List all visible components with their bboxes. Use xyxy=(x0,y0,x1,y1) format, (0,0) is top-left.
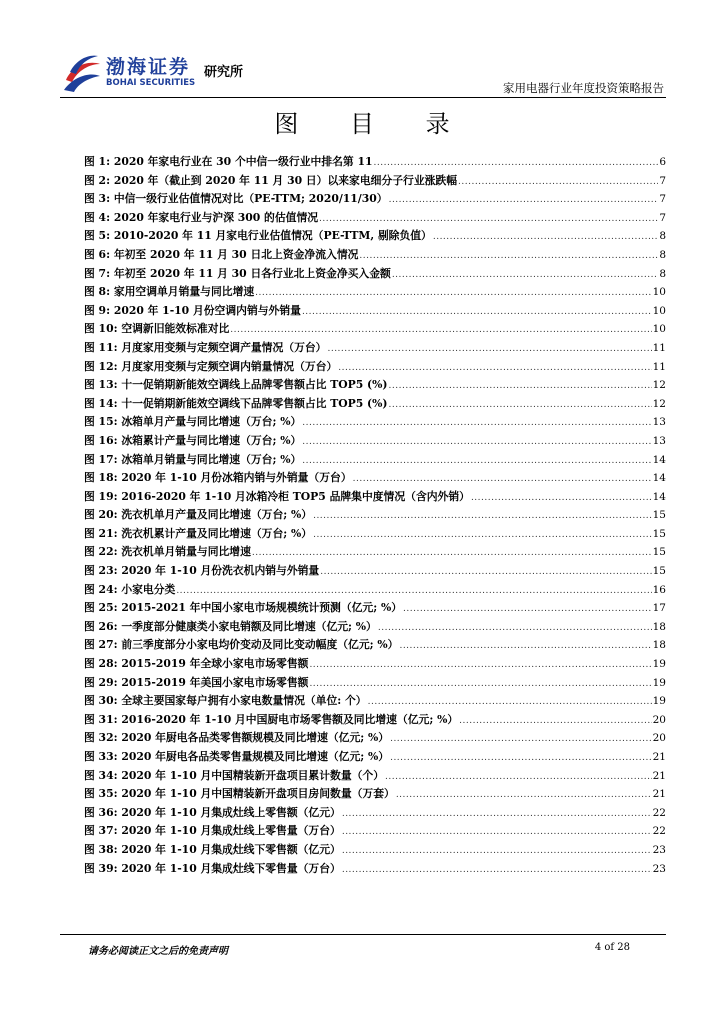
toc-dot-leader xyxy=(390,750,652,763)
page-number: 4 of 28 xyxy=(594,942,630,953)
toc-entry[interactable] xyxy=(84,842,666,861)
toc-dot-leader xyxy=(471,490,652,503)
toc-entry[interactable] xyxy=(84,600,666,619)
toc-entry-page: 10 xyxy=(652,286,666,299)
toc-dot-leader xyxy=(459,713,651,726)
toc-dot-leader xyxy=(309,657,651,670)
toc-entry-page: 16 xyxy=(652,583,666,596)
toc-entry-page: 17 xyxy=(652,602,666,615)
toc-entry-page: 21 xyxy=(652,788,666,801)
toc-entry[interactable] xyxy=(84,396,666,415)
toc-entry-label: 图 38: 2020 年 1-10 月集成灶线下零售额（亿元） xyxy=(84,842,341,856)
toc-entry[interactable] xyxy=(84,675,666,694)
toc-entry[interactable] xyxy=(84,359,666,378)
toc-entry[interactable] xyxy=(84,284,666,303)
logo-english-name: BOHAI SECURITIES xyxy=(106,78,196,88)
toc-entry-label: 图 8: 家用空调单月销量与同比增速 xyxy=(84,285,255,299)
toc-entry[interactable] xyxy=(84,228,666,247)
toc-entry-page: 12 xyxy=(652,379,666,392)
footer-divider xyxy=(60,934,666,935)
toc-entry-page: 21 xyxy=(652,751,666,763)
toc-entry[interactable] xyxy=(84,247,666,266)
toc-dot-leader xyxy=(458,174,658,187)
toc-entry-label: 图 26: 一季度部分健康类小家电销额及同比增速（亿元; %） xyxy=(84,619,377,633)
toc-dot-leader xyxy=(389,378,652,391)
toc-entry[interactable] xyxy=(84,154,666,173)
toc-entry-page: 18 xyxy=(652,620,666,633)
toc-entry[interactable] xyxy=(84,805,666,824)
toc-dot-leader xyxy=(359,248,658,261)
toc-dot-leader xyxy=(342,862,652,875)
toc-entry-label: 图 35: 2020 年 1-10 月中国精装新开盘项目房间数量（万套） xyxy=(84,787,395,801)
toc-entry-page: 11 xyxy=(652,341,666,354)
figure-table-of-contents xyxy=(84,154,666,879)
toc-entry-label: 图 19: 2016-2020 年 1-10 月冰箱冷柜 TOP5 品牌集中度情况（含内外销） xyxy=(84,489,470,503)
toc-dot-leader xyxy=(396,787,652,800)
toc-dot-leader xyxy=(389,397,652,410)
toc-dot-leader xyxy=(338,360,651,373)
toc-dot-leader xyxy=(302,434,651,447)
toc-entry-label: 图 25: 2015-2021 年中国小家电市场规模统计预测（亿元; %） xyxy=(84,601,403,615)
toc-dot-leader xyxy=(309,676,651,689)
toc-entry[interactable] xyxy=(84,861,666,880)
toc-entry[interactable] xyxy=(84,470,666,489)
toc-entry-label: 图 1: 2020 年家电行业在 30 个中信一级行业中排名第 11 xyxy=(84,155,373,168)
toc-entry-page: 19 xyxy=(652,676,666,689)
toc-heading: 图 目 录 xyxy=(274,110,472,138)
toc-entry-label: 图 7: 年初至 2020 年 11 月 30 日各行业北上资金净买入金额 xyxy=(84,266,391,280)
toc-entry-label: 图 15: 冰箱单月产量与同比增速（万台; %） xyxy=(84,415,302,429)
toc-entry[interactable] xyxy=(84,452,666,471)
toc-dot-leader xyxy=(342,824,652,837)
logo-chinese-name: 渤海证券 xyxy=(106,56,191,78)
report-title: 家用电器行业年度投资策略报告 xyxy=(503,81,664,95)
toc-entry[interactable] xyxy=(84,786,666,805)
toc-entry-label: 图 6: 年初至 2020 年 11 月 30 日北上资金净流入情况 xyxy=(84,247,359,261)
toc-entry-page: 7 xyxy=(659,174,666,187)
toc-entry[interactable] xyxy=(84,321,666,340)
toc-entry-page: 20 xyxy=(652,713,666,726)
toc-entry[interactable] xyxy=(84,340,666,359)
toc-entry-page: 11 xyxy=(652,360,666,373)
toc-entry-label: 图 37: 2020 年 1-10 月集成灶线上零售量（万台） xyxy=(84,824,341,838)
toc-dot-leader xyxy=(385,769,652,782)
toc-entry-page: 20 xyxy=(652,732,666,745)
toc-entry-label: 图 22: 洗衣机单月销量与同比增速 xyxy=(84,545,251,559)
toc-entry-label: 图 34: 2020 年 1-10 月中国精装新开盘项目累计数量（个） xyxy=(84,768,385,782)
toc-entry[interactable] xyxy=(84,414,666,433)
toc-entry[interactable] xyxy=(84,768,666,787)
toc-entry-page: 7 xyxy=(659,193,666,206)
toc-entry-label: 图 33: 2020 年厨电各品类零售量规模及同比增速（亿元; %） xyxy=(84,750,390,763)
toc-entry[interactable] xyxy=(84,823,666,842)
toc-entry-label: 图 36: 2020 年 1-10 月集成灶线上零售额（亿元） xyxy=(84,805,341,819)
toc-dot-leader xyxy=(327,341,651,354)
toc-entry-label: 图 31: 2016-2020 年 1-10 月中国厨电市场零售额及同比增速（亿元; %） xyxy=(84,712,459,726)
toc-entry-page: 13 xyxy=(652,416,666,429)
toc-entry-label: 图 28: 2015-2019 年全球小家电市场零售额 xyxy=(84,657,309,671)
toc-entry[interactable] xyxy=(84,191,666,210)
toc-entry-page: 23 xyxy=(652,843,666,856)
toc-entry-label: 图 9: 2020 年 1-10 月份空调内销与外销量 xyxy=(84,303,301,317)
toc-entry-label: 图 18: 2020 年 1-10 月份冰箱内销与外销量（万台） xyxy=(84,471,352,485)
toc-entry-label: 图 29: 2015-2019 年美国小家电市场零售额 xyxy=(84,675,309,689)
company-logo xyxy=(62,50,252,94)
toc-entry-page: 8 xyxy=(659,267,666,280)
toc-dot-leader xyxy=(392,267,659,280)
toc-entry-label: 图 16: 冰箱累计产量与同比增速（万台; %） xyxy=(84,433,302,447)
page-header xyxy=(0,0,724,100)
toc-entry[interactable] xyxy=(84,563,666,582)
toc-entry-page: 13 xyxy=(652,434,666,447)
toc-entry-page: 8 xyxy=(659,248,666,261)
toc-entry-page: 14 xyxy=(652,453,666,466)
toc-entry-page: 15 xyxy=(652,509,666,522)
toc-dot-leader xyxy=(433,229,658,242)
toc-entry[interactable] xyxy=(84,749,666,768)
toc-entry-label: 图 5: 2010-2020 年 11 月家电行业估值情况（PE-TTM, 剔除负值） xyxy=(84,229,432,243)
toc-entry-label: 图 24: 小家电分类 xyxy=(84,582,176,596)
toc-entry-page: 15 xyxy=(652,527,666,540)
toc-entry-page: 15 xyxy=(652,565,666,578)
toc-entry-page: 19 xyxy=(652,695,666,708)
toc-entry-page: 22 xyxy=(652,825,666,838)
toc-entry[interactable] xyxy=(84,526,666,545)
toc-entry[interactable] xyxy=(84,489,666,508)
toc-entry-page: 21 xyxy=(652,769,666,782)
toc-dot-leader xyxy=(353,471,652,484)
toc-entry[interactable] xyxy=(84,266,666,285)
toc-entry-label: 图 14: 十一促销期新能效空调线下品牌零售额占比 TOP5 (%) xyxy=(84,396,388,410)
bohai-logo-icon xyxy=(62,50,102,94)
toc-entry-label: 图 27: 前三季度部分小家电均价变动及同比变动幅度（亿元; %） xyxy=(84,638,399,652)
toc-entry-page: 6 xyxy=(659,156,666,168)
toc-entry-page: 22 xyxy=(652,806,666,819)
toc-dot-leader xyxy=(342,806,652,819)
toc-entry-page: 14 xyxy=(652,472,666,485)
toc-dot-leader xyxy=(176,583,651,596)
toc-entry[interactable] xyxy=(84,507,666,526)
toc-dot-leader xyxy=(403,601,652,614)
toc-entry-label: 图 13: 十一促销期新能效空调线上品牌零售额占比 TOP5 (%) xyxy=(84,378,388,392)
toc-entry[interactable] xyxy=(84,377,666,396)
toc-entry-label: 图 17: 冰箱单月销量与同比增速（万台; %） xyxy=(84,452,302,466)
toc-entry[interactable] xyxy=(84,303,666,322)
toc-entry-page: 23 xyxy=(652,862,666,875)
institute-label: 研究所 xyxy=(204,65,244,80)
toc-entry[interactable] xyxy=(84,712,666,731)
header-divider xyxy=(60,97,666,98)
toc-entry-label: 图 32: 2020 年厨电各品类零售额规模及同比增速（亿元; %） xyxy=(84,731,390,745)
toc-dot-leader xyxy=(302,415,651,428)
toc-entry[interactable] xyxy=(84,730,666,749)
toc-entry-page: 10 xyxy=(652,304,666,317)
toc-entry-label: 图 4: 2020 年家电行业与沪深 300 的估值情况 xyxy=(84,210,319,224)
toc-entry-page: 10 xyxy=(652,323,666,336)
toc-entry-page: 19 xyxy=(652,658,666,671)
toc-entry-label: 图 23: 2020 年 1-10 月份洗衣机内销与外销量 xyxy=(84,564,320,578)
toc-entry[interactable] xyxy=(84,210,666,229)
toc-entry[interactable] xyxy=(84,582,666,601)
toc-entry[interactable] xyxy=(84,544,666,563)
toc-entry[interactable] xyxy=(84,173,666,192)
toc-entry-label: 图 12: 月度家用变频与定频空调内销量情况（万台） xyxy=(84,359,338,373)
toc-dot-leader xyxy=(342,843,652,856)
toc-entry-label: 图 2: 2020 年（截止到 2020 年 11 月 30 日）以来家电细分子行业涨跌幅 xyxy=(84,173,458,187)
toc-entry[interactable] xyxy=(84,619,666,638)
toc-dot-leader xyxy=(320,564,651,577)
toc-dot-leader xyxy=(389,192,659,205)
toc-dot-leader xyxy=(255,285,651,298)
toc-entry-label: 图 30: 全球主要国家每户拥有小家电数量情况（单位: 个） xyxy=(84,694,367,708)
toc-dot-leader xyxy=(302,453,651,466)
toc-entry-label: 图 11: 月度家用变频与定频空调产量情况（万台） xyxy=(84,340,327,354)
toc-entry-page: 18 xyxy=(652,639,666,652)
footer-disclaimer: 请务必阅读正文之后的免责声明 xyxy=(88,946,228,957)
toc-dot-leader xyxy=(319,211,658,224)
toc-entry[interactable] xyxy=(84,433,666,452)
toc-entry-page: 14 xyxy=(652,490,666,503)
toc-entry[interactable] xyxy=(84,637,666,656)
toc-dot-leader xyxy=(378,620,652,633)
toc-entry-label: 图 10: 空调新旧能效标准对比 xyxy=(84,322,230,336)
toc-dot-leader xyxy=(374,155,659,168)
toc-dot-leader xyxy=(252,545,652,558)
toc-dot-leader xyxy=(302,304,652,317)
toc-entry-page: 12 xyxy=(652,397,666,410)
toc-dot-leader xyxy=(230,322,651,335)
toc-dot-leader xyxy=(399,638,651,651)
toc-dot-leader xyxy=(313,527,652,540)
toc-entry-page: 8 xyxy=(659,230,666,243)
toc-entry[interactable] xyxy=(84,693,666,712)
toc-dot-leader xyxy=(313,508,652,521)
toc-entry-label: 图 20: 洗衣机单月产量及同比增速（万台; %） xyxy=(84,508,313,522)
toc-dot-leader xyxy=(390,731,652,744)
toc-entry-page: 7 xyxy=(659,211,666,224)
toc-entry-label: 图 39: 2020 年 1-10 月集成灶线下零售量（万台） xyxy=(84,861,341,875)
toc-entry-page: 15 xyxy=(652,546,666,559)
toc-entry[interactable] xyxy=(84,656,666,675)
toc-dot-leader xyxy=(368,694,652,707)
toc-entry-label: 图 21: 洗衣机累计产量及同比增速（万台; %） xyxy=(84,526,313,540)
toc-entry-label: 图 3: 中信一级行业估值情况对比（PE-TTM; 2020/11/30） xyxy=(84,192,388,206)
